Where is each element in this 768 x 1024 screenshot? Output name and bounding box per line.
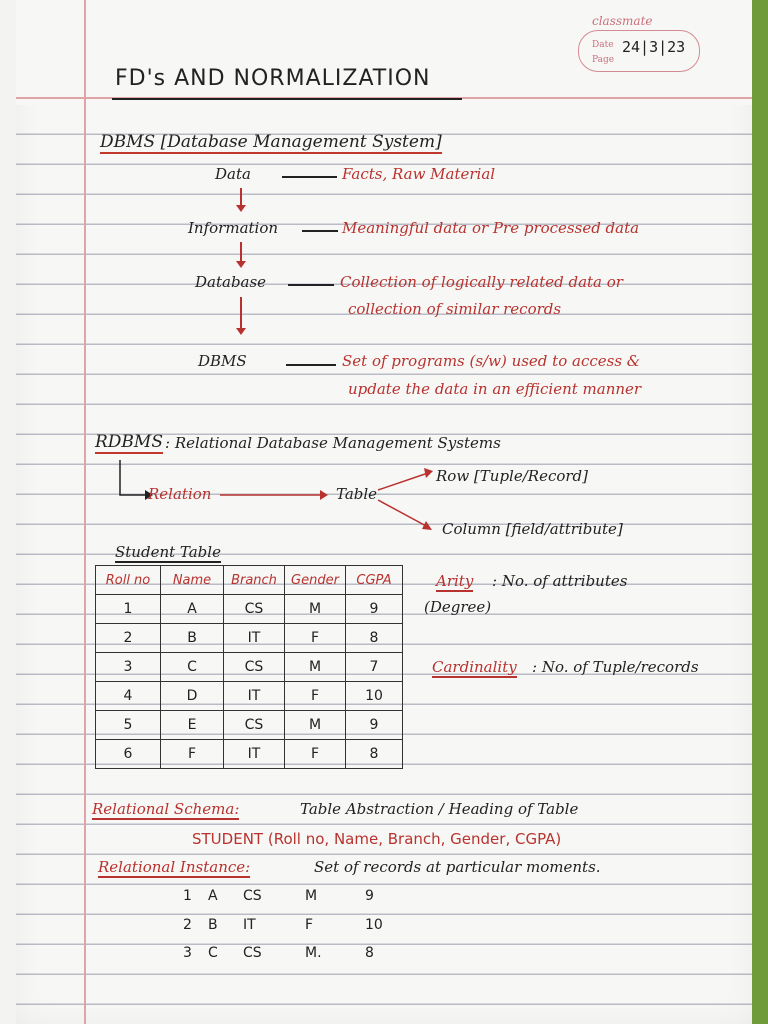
instance-row [183, 917, 395, 933]
table-cell: F [285, 624, 346, 653]
data-desc: Facts, Raw Material [342, 165, 496, 183]
instance-cell: 2 [183, 917, 192, 933]
schema-label: Relational Schema: [92, 800, 240, 818]
date-label: Date [592, 40, 614, 50]
table-row [96, 653, 403, 682]
table-cell: B [161, 624, 224, 653]
data-dash [282, 176, 337, 178]
margin-line [84, 0, 86, 1024]
arrow-down-icon [240, 242, 242, 266]
table-cell: F [285, 740, 346, 769]
database-desc-1: Collection of logically related data or [340, 273, 623, 291]
table-cell: F [161, 740, 224, 769]
instance-cell: 9 [365, 888, 374, 904]
instance-cell: CS [243, 888, 262, 904]
table-cell: CS [224, 711, 285, 740]
table-cell: 9 [346, 711, 403, 740]
table-cell: M [285, 653, 346, 682]
title-underline [112, 98, 462, 100]
instance-cell: M [305, 888, 318, 904]
table-cell: 2 [96, 624, 161, 653]
instance-row [183, 945, 395, 961]
instance-cell: 8 [365, 945, 374, 961]
notebook-cover-edge [752, 0, 768, 1024]
database-desc-2: collection of similar records [348, 300, 562, 318]
dbms-desc-1: Set of programs (s/w) used to access & [342, 352, 641, 370]
table-cell: IT [224, 740, 285, 769]
schema-desc: Table Abstraction / Heading of Table [300, 800, 579, 818]
table-cell: IT [224, 682, 285, 711]
arity-desc: : No. of attributes [492, 572, 628, 590]
dbms-heading: DBMS [Database Management System] [100, 132, 442, 152]
table-row [96, 740, 403, 769]
data-term: Data [215, 165, 251, 183]
table-cell: 3 [96, 653, 161, 682]
table-row [96, 711, 403, 740]
instance-cell: F [305, 917, 314, 933]
instance-cell: A [208, 888, 218, 904]
database-term: Database [195, 273, 267, 291]
student-table-caption: Student Table [115, 543, 221, 561]
table-cell: IT [224, 624, 285, 653]
table-cell: 5 [96, 711, 161, 740]
instance-cell: 10 [365, 917, 383, 933]
table-cell: D [161, 682, 224, 711]
date-value: 24|3|23 [622, 38, 686, 56]
dbms-term: DBMS [198, 352, 247, 370]
table-cell: E [161, 711, 224, 740]
instance-cell: 3 [183, 945, 192, 961]
table-header: Roll no [96, 566, 161, 595]
arity-label: Arity [436, 572, 474, 590]
table-cell: 4 [96, 682, 161, 711]
page-title: FD's AND NORMALIZATION [115, 66, 431, 91]
arrow-down-icon [240, 188, 242, 210]
column-term: Column [field/attribute] [442, 520, 623, 538]
table-cell: M [285, 595, 346, 624]
table-cell: CS [224, 595, 285, 624]
rdbms-heading: RDBMS [95, 432, 163, 452]
instance-cell: M. [305, 945, 322, 961]
table-cell: C [161, 653, 224, 682]
table-cell: F [285, 682, 346, 711]
table-header: Name [161, 566, 224, 595]
table-header: Gender [285, 566, 346, 595]
table-cell: A [161, 595, 224, 624]
instance-cell: IT [243, 917, 256, 933]
table-cell: 1 [96, 595, 161, 624]
information-term: Information [188, 219, 279, 237]
instance-cell: B [208, 917, 218, 933]
brand-logo: classmate [592, 14, 653, 28]
row-term: Row [Tuple/Record] [436, 467, 589, 485]
cardinality-label: Cardinality [432, 658, 517, 676]
database-dash [288, 284, 334, 286]
table-cell: 8 [346, 740, 403, 769]
table-term: Table [336, 485, 378, 503]
dbms-dash [286, 364, 336, 366]
information-desc: Meaningful data or Pre processed data [342, 219, 640, 237]
instance-cell: C [208, 945, 218, 961]
table-cell: CS [224, 653, 285, 682]
student-table [95, 565, 403, 769]
relation-term: Relation [148, 485, 212, 503]
table-header: CGPA [346, 566, 403, 595]
arity-sub: (Degree) [424, 598, 492, 616]
table-row [96, 624, 403, 653]
table-cell: 6 [96, 740, 161, 769]
instance-row [183, 888, 395, 904]
table-row [96, 595, 403, 624]
instance-cell: 1 [183, 888, 192, 904]
cardinality-desc: : No. of Tuple/records [532, 658, 699, 676]
table-row [96, 682, 403, 711]
instance-desc: Set of records at particular moments. [314, 858, 601, 876]
arrow-down-icon [240, 297, 242, 333]
table-cell: 7 [346, 653, 403, 682]
instance-label: Relational Instance: [98, 858, 251, 876]
table-header: Branch [224, 566, 285, 595]
schema-example: STUDENT (Roll no, Name, Branch, Gender, CGPA) [192, 830, 562, 848]
table-cell: 10 [346, 682, 403, 711]
dbms-desc-2: update the data in an efficient manner [348, 380, 642, 398]
page-label: Page [592, 55, 615, 65]
information-dash [302, 230, 338, 232]
instance-cell: CS [243, 945, 262, 961]
table-cell: M [285, 711, 346, 740]
rdbms-heading-desc: : Relational Database Management Systems [165, 434, 501, 452]
table-cell: 9 [346, 595, 403, 624]
table-cell: 8 [346, 624, 403, 653]
